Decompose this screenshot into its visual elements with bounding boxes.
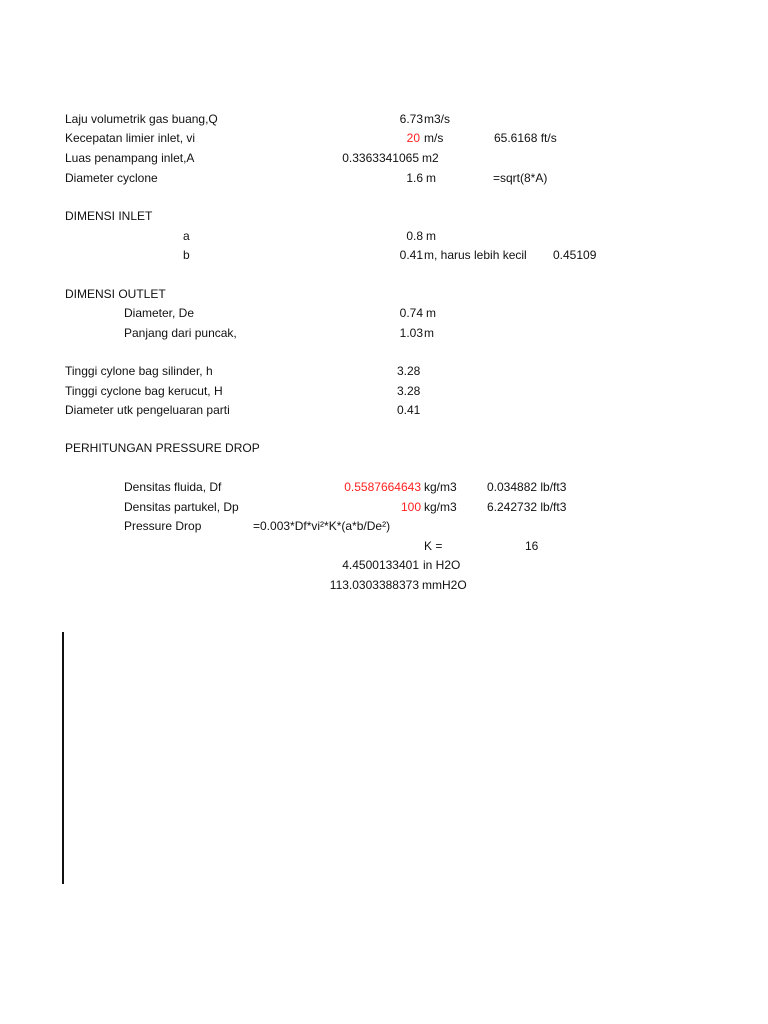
value-diameter-de[interactable]: 0.74	[399, 306, 423, 320]
label-densitas-partikel[interactable]: Densitas partukel, Dp	[124, 500, 239, 514]
value-pressure-drop-mmh2o[interactable]: 113.0303388373	[329, 578, 419, 592]
heading-pressure-drop[interactable]: PERHITUNGAN PRESSURE DROP	[65, 441, 260, 455]
heading-dimensi-inlet[interactable]: DIMENSI INLET	[65, 209, 153, 223]
value-diameter-cyclone[interactable]: 1.6	[406, 171, 423, 185]
label-kecepatan-inlet[interactable]: Kecepatan limier inlet, vi	[65, 131, 196, 145]
value-densitas-fluida-lb[interactable]: 0.034882 lb/ft3	[487, 480, 567, 494]
label-inlet-b[interactable]: b	[183, 248, 190, 262]
label-laju-volumetrik[interactable]: Laju volumetrik gas buang,Q	[65, 112, 218, 126]
label-densitas-fluida[interactable]: Densitas fluida, Df	[124, 480, 222, 494]
vertical-rule-line	[62, 632, 64, 884]
unit-kecepatan-inlet[interactable]: m/s	[424, 131, 444, 145]
value-kecepatan-inlet[interactable]: 20	[406, 131, 420, 145]
unit-laju-volumetrik[interactable]: m3/s	[424, 112, 451, 126]
value-kecepatan-inlet-fts[interactable]: 65.6168 ft/s	[494, 131, 557, 145]
unit-densitas-fluida[interactable]: kg/m3	[424, 480, 457, 494]
value-densitas-partikel[interactable]: 100	[400, 500, 421, 514]
value-inlet-b-max[interactable]: 0.45109	[553, 248, 597, 262]
label-diameter-de[interactable]: Diameter, De	[124, 306, 195, 320]
unit-pressure-drop-mmh2o[interactable]: mmH2O	[422, 578, 467, 592]
value-tinggi-silinder[interactable]: 3.28	[397, 364, 421, 378]
value-laju-volumetrik[interactable]: 6.73	[399, 112, 423, 126]
unit-inlet-a[interactable]: m	[426, 229, 436, 243]
unit-diameter-cyclone[interactable]: m	[426, 171, 436, 185]
value-inlet-b[interactable]: 0.41	[399, 248, 423, 262]
unit-pressure-drop-inh2o[interactable]: in H2O	[423, 558, 461, 572]
label-tinggi-kerucut[interactable]: Tinggi cyclone bag kerucut, H	[65, 384, 223, 398]
label-pressure-drop[interactable]: Pressure Drop	[124, 519, 202, 533]
formula-diameter-cyclone[interactable]: =sqrt(8*A)	[493, 171, 548, 185]
value-diameter-pengeluaran[interactable]: 0.41	[397, 403, 421, 417]
value-tinggi-kerucut[interactable]: 3.28	[397, 384, 421, 398]
label-k[interactable]: K =	[424, 539, 443, 553]
value-k[interactable]: 16	[525, 539, 539, 553]
label-panjang-puncak[interactable]: Panjang dari puncak,	[124, 326, 237, 340]
label-diameter-cyclone[interactable]: Diameter cyclone	[65, 171, 158, 185]
label-tinggi-silinder[interactable]: Tinggi cylone bag silinder, h	[65, 364, 213, 378]
label-inlet-a[interactable]: a	[183, 229, 190, 243]
value-densitas-fluida[interactable]: 0.5587664643	[344, 480, 421, 494]
value-inlet-a[interactable]: 0.8	[406, 229, 423, 243]
unit-diameter-de[interactable]: m	[426, 306, 436, 320]
label-luas-penampang[interactable]: Luas penampang inlet,A	[65, 151, 195, 165]
unit-panjang-puncak[interactable]: m	[424, 326, 434, 340]
formula-pressure-drop[interactable]: =0.003*Df*vi²*K*(a*b/De²)	[253, 519, 391, 533]
value-luas-penampang[interactable]: 0.3363341065	[342, 151, 419, 165]
unit-densitas-partikel[interactable]: kg/m3	[424, 500, 457, 514]
unit-luas-penampang[interactable]: m2	[422, 151, 439, 165]
heading-dimensi-outlet[interactable]: DIMENSI OUTLET	[65, 287, 166, 301]
unit-inlet-b[interactable]: m, harus lebih kecil	[424, 248, 527, 262]
label-diameter-pengeluaran[interactable]: Diameter utk pengeluaran parti	[65, 403, 230, 417]
value-densitas-partikel-lb[interactable]: 6.242732 lb/ft3	[487, 500, 567, 514]
value-panjang-puncak[interactable]: 1.03	[399, 326, 423, 340]
value-pressure-drop-inh2o[interactable]: 4.4500133401	[342, 558, 419, 572]
